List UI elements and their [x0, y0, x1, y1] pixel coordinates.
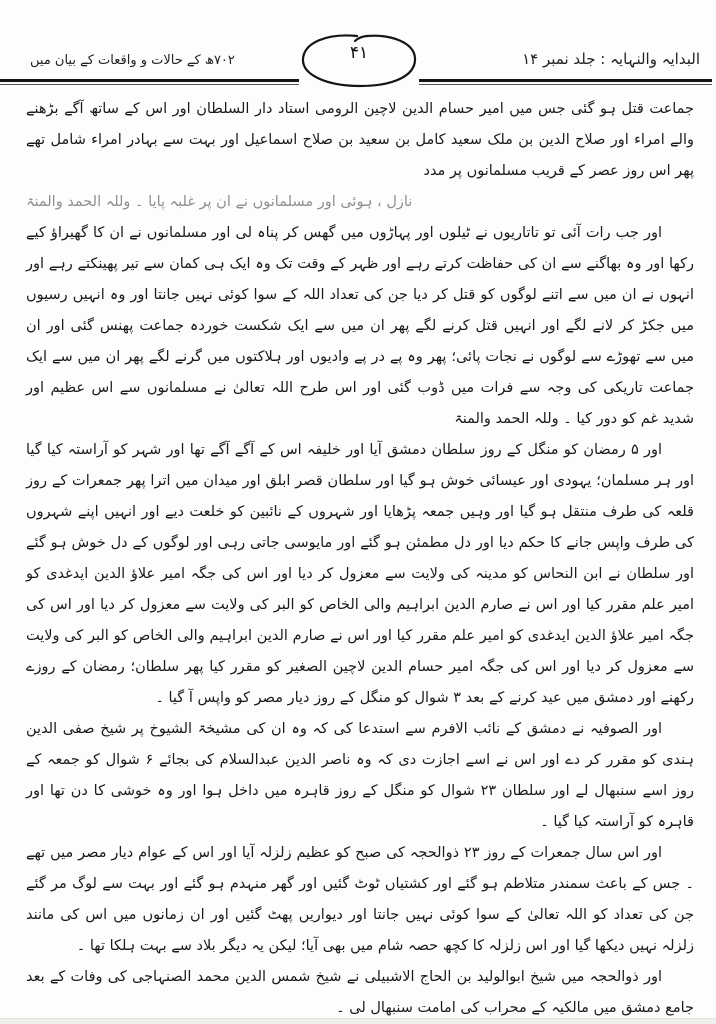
body-paragraph: اور جب رات آئی تو تاتاریوں نے ٹیلوں اور پہاڑوں میں گھس کر پناہ لی اور مسلمانوں نے ان کا گھیراؤ کیے رکھا اور وہ بھاگنے سے ان کی حفاظت کرتے رہے اور ظہر کے وقت تک وہ ایک ہی کمان سے تیر پھینکتے رہے اور انہوں نے ان میں سے اتنے لوگوں کو قتل کر دیا جن کی تعداد اللہ کے سوا کوئی نہیں جانتا اور وہ انہیں رسیوں میں جکڑ کر لانے لگے اور انہیں قتل کرنے لگے پھر ان میں سے ایک شکست خوردہ جماعت پھنس گئی اور ان میں سے تھوڑے سے لوگوں نے نجات پائی؛ پھر وہ پے در پے وادیوں اور ہلاکتوں میں گرنے لگے پھر ان میں سے ایک جماعت تاریکی کی وجہ سے فرات میں ڈوب گئی اور اس طرح اللہ تعالیٰ نے مسلمانوں سے اس عظیم اور شدید غم کو دور کیا ۔ وللہ الحمد والمنۃ [26, 225, 694, 427]
body-paragraph: اور ذوالحجہ میں شیخ ابوالولید بن الحاج الاشبیلی نے شیخ شمس الدین محمد الصنہاجی کی وفات کے بعد جامع دمشق میں مالکیہ کے محراب کی امامت سنبھال لی ۔ [26, 969, 694, 1016]
header-rule-left [0, 79, 299, 86]
page-body [26, 94, 694, 1024]
page-number: ۴۱ [349, 43, 369, 63]
body-paragraph: اور ۵ رمضان کو منگل کے روز سلطان دمشق آیا اور خلیفہ اس کے آگے آگے تھا اور شہر کو آراستہ کیا گیا اور ہر مسلمان؛ یہودی اور عیسائی خوش ہو گیا اور سلطان قصر ابلق اور میدان میں اترا پھر جمعرات کے روز قلعہ کی طرف منتقل ہو گیا اور وہیں جمعہ پڑھایا اور شہروں کے نائبین کو خلعت دیے اور انہیں اپنے شہروں کی طرف واپس جانے کا حکم دیا اور دل مطمئن ہو گئے اور مایوسی جاتی رہی اور لوگوں کے دل خوش ہو گئے اور سلطان نے ابن النحاس کو مدینہ کی ولایت سے معزول کر دیا اور اس کی جگہ امیر علاؤ الدین ایدغدی کو امیر علم مقرر کیا اور اس نے صارم الدین ابراہیم والی الخاص کو البر کی ولایت سے معزول کر دیا اور اس کی جگہ امیر علاؤ الدین ایدغدی کو امیر علم مقرر کیا اور اس نے صارم الدین ابراہیم والی الخاص کو البر کی ولایت سے معزول کر دیا اور اس کی جگہ امیر حسام الدین لاچین الصغیر کو مقرر کیا پھر سلطان؛ رمضان کے روزے رکھنے اور دمشق میں عید کرنے کے بعد ۳ شوال کو منگل کے روز دیار مصر کو واپس آ گیا ۔ [26, 442, 694, 706]
body-paragraph: اور الصوفیہ نے دمشق کے نائب الافرم سے استدعا کی کہ وہ ان کی مشیخۃ الشیوخ پر شیخ صفی الدین ہندی کو مقرر کر دے اور اس نے اسے اجازت دی کہ وہ ناصر الدین عبدالسلام کی بجائے ۶ شوال کو جمعہ کے روز اسے سنبھال لے اور سلطان ۲۳ شوال کو منگل کے روز قاہرہ میں داخل ہوا اور وہ خوشی کا دن تھا اور قاہرہ کو آراستہ کیا گیا ۔ [26, 721, 694, 830]
scan-bottom-edge [0, 1018, 716, 1024]
page-number-oval [296, 30, 422, 90]
header-rule-right [419, 79, 712, 86]
faded-paragraph-tail: نازل ، ہوئی اور مسلمانوں نے ان پر غلبہ پایا ۔ وللہ الحمد والمنۃ [26, 194, 413, 210]
body-paragraph: جماعت قتل ہو گئی جس میں امیر حسام الدین لاچین الرومی استاد دار السلطان اور اس کے ساتھ آگے بڑھنے والے امراء اور صلاح الدین بن ملک سعید کامل بن سعید بن صلاح اسماعیل اور بہت سے بہادر امراء شامل تھے پھر اس روز عصر کے قریب مسلمانوں پر مدد [26, 101, 694, 179]
book-title: البدایہ والنہایہ : جلد نمبر ۱۴ [522, 50, 700, 68]
chapter-title: ۷۰۲ھ کے حالات و واقعات کے بیان میں [30, 53, 235, 68]
body-paragraph: اور اس سال جمعرات کے روز ۲۳ ذوالحجہ کی صبح کو عظیم زلزلہ آیا اور اس کے عوام دیار مصر میں تھے ۔ جس کے باعث سمندر متلاطم ہو گئے اور کشتیاں ٹوٹ گئیں اور گھر منہدم ہو گئے اور بہت سے لوگ مر گئے جن کی تعداد کو اللہ تعالیٰ کے سوا کوئی نہیں جانتا اور دیواریں پھٹ گئیں اور ان زمانوں میں اس کی مانند زلزلہ نہیں دیکھا گیا اور اس زلزلہ کا کچھ حصہ شام میں بھی آیا؛ لیکن یہ دیگر بلاد سے بہت ہلکا تھا ۔ [26, 845, 694, 954]
